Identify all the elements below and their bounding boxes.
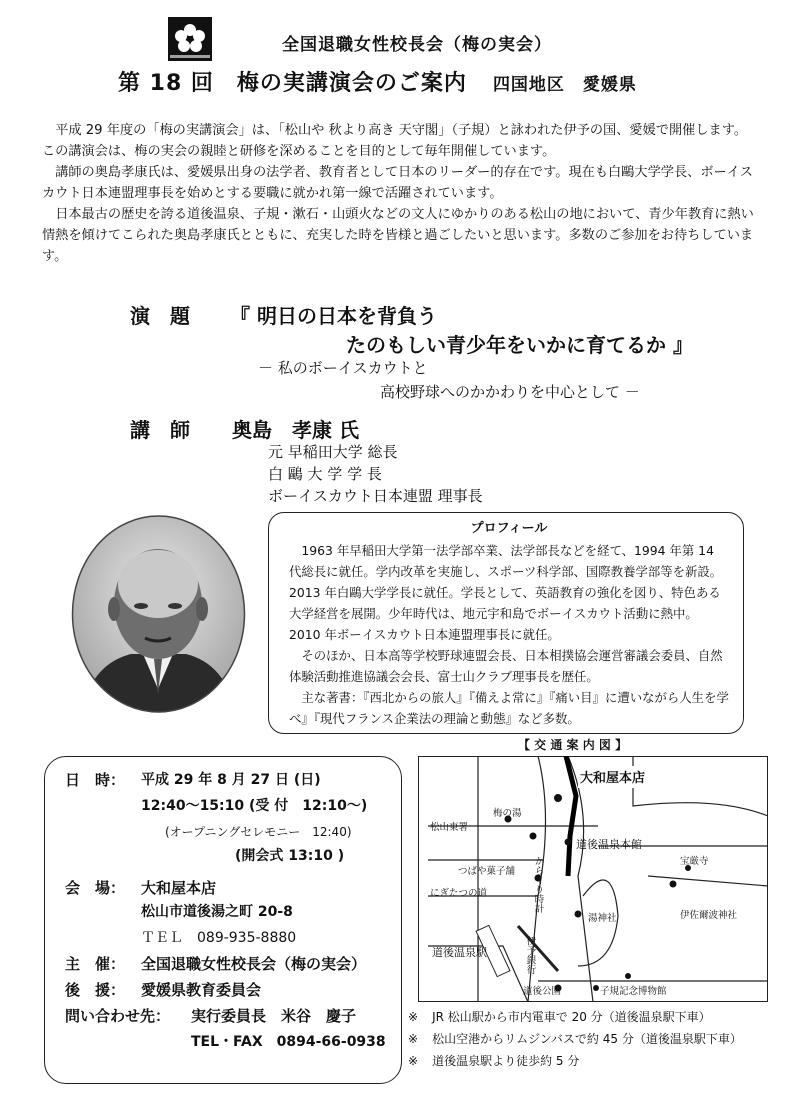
access-note-text: 松山空港からリムジンバスで約 45 分（道後温泉駅下車）	[432, 1032, 742, 1046]
lecturer-titles	[268, 441, 483, 507]
intro-paragraph: 平成 29 年度の「梅の実講演会」は、「松山や 秋より高き 天守閣」（子規）と詠われた伊予の国、愛媛で開催します。この講演会は、梅の実会の親睦と研修を深めることを目的として毎年開催しています。	[42, 123, 748, 159]
access-note	[408, 1030, 742, 1047]
note-mark: ※	[408, 1054, 419, 1068]
access-map	[418, 756, 768, 1002]
intro-paragraph: 講師の奥島孝康氏は、愛媛県出身の法学者、教育者として日本のリーダー的存在です。現在も白鷗大学学長、ボーイスカウト日本連盟理事長を始めとする要職に就かれ第一線で活躍されています。	[42, 165, 753, 201]
opening-time: (開会式 13:10 )	[235, 848, 345, 864]
support-value: 愛媛県教育委員会	[141, 981, 262, 999]
host-value: 全国退職女性校長会（梅の実会）	[141, 955, 367, 973]
page-title	[118, 66, 637, 97]
event-info-box	[44, 756, 402, 1084]
time-value: 12:40～15:10 (受 付 12:10～)	[141, 798, 368, 814]
profile-paragraph: そのほか、日本高等学校野球連盟会長、日本相撲協会運営審議会委員、自然体験活動推進協議会会長、富士山クラブ理事長を歴任。	[289, 648, 723, 684]
note-mark: ※	[408, 1032, 419, 1046]
contact-telfax: TEL・FAX 0894-66-0938	[191, 1034, 386, 1050]
access-note	[408, 1008, 711, 1025]
contact-value: 実行委員長 米谷 慶子	[191, 1007, 357, 1025]
map-label-umenoya: 梅の湯	[493, 808, 522, 819]
venue-name: 大和屋本店	[141, 879, 217, 897]
lecturer-name: 奥島 孝康 氏	[232, 418, 359, 442]
venue-label: 会 場：	[65, 879, 126, 897]
profile-heading: プロフィール	[470, 521, 548, 536]
map-label-dogo-station: 道後温泉駅	[432, 946, 487, 959]
map-label-hogonji: 宝厳寺	[680, 856, 709, 867]
profile-paragraph: 主な著書：『西北からの旅人』『備えよ常に』『痛い目』に遭いながら人生を学べ』『現代フランス企業法の理論と動態』など多数。	[289, 690, 729, 726]
topic-label: 演 題	[130, 304, 190, 328]
map-title: 【 交 通 案 内 図 】	[518, 738, 628, 752]
map-label-dogo-park: 道後公園	[523, 986, 562, 997]
access-note-text: 道後温泉駅より徒歩約 5 分	[432, 1054, 580, 1068]
topic-line-2: たのもしい青少年をいかに育てるか 』	[346, 333, 693, 357]
ume-logo	[168, 17, 212, 61]
lecturer-title: 元 早稲田大学 総長	[268, 443, 398, 461]
support-label: 後 援：	[65, 981, 126, 999]
host-label: 主 催：	[65, 955, 126, 973]
profile-box	[268, 512, 744, 734]
date-value: 平成 29 年 8 月 27 日 (日)	[141, 772, 321, 788]
map-label-tsubakiya: つばや菓子舗	[458, 866, 516, 877]
map-label-yu-shrine: 湯神社	[588, 913, 617, 924]
topic-line-1: 『 明日の日本を背負う	[230, 304, 437, 328]
intro-text	[42, 120, 760, 267]
map-label-karakuri: からくり時計	[532, 856, 544, 913]
access-note	[408, 1052, 579, 1069]
map-label-hotel: 大和屋本店	[580, 771, 646, 786]
lecturer-label: 講 師	[130, 418, 190, 442]
lecturer-title: ボーイスカウト日本連盟 理事長	[268, 487, 483, 505]
date-label: 日 時：	[65, 771, 126, 789]
map-label-iyo-bank: 伊予銀行	[524, 936, 536, 974]
subtitle-line-1: － 私のボーイスカウトと	[258, 359, 428, 377]
map-label-nigitatsu: にぎたつの道	[430, 888, 488, 899]
region-text: 四国地区 愛媛県	[492, 75, 637, 95]
map-label-shiki-museum: 子規記念博物館	[600, 986, 667, 997]
note-mark: ※	[408, 1010, 419, 1024]
subtitle-line-2: 高校野球へのかかわりを中心として －	[380, 383, 640, 401]
map-label-isaniwa: 伊佐爾波神社	[680, 910, 738, 921]
venue-tel: ＴＥＬ 089-935-8880	[141, 930, 297, 946]
intro-paragraph: 日本最古の歴史を誇る道後温泉、子規・漱石・山頭火などの文人にゆかりのある松山の地において、青少年教育に熱い情熱を傾けてこられた奥島孝康氏とともに、充実した時を皆様と過ごしたいと思います。多数のご参加をお待ちしています。	[42, 207, 754, 264]
lecturer-portrait	[71, 514, 246, 714]
venue-address: 松山市道後湯之町 20-8	[141, 904, 293, 920]
access-note-text: JR 松山駅から市内電車で 20 分（道後温泉駅下車）	[432, 1010, 711, 1024]
map-label-dogo-honkan: 道後温泉本館	[576, 838, 642, 851]
lecturer-title: 白 鷗 大 学 学 長	[268, 465, 382, 483]
contact-label: 問い合わせ先：	[65, 1007, 171, 1025]
org-name: 全国退職女性校長会（梅の実会）	[282, 35, 552, 55]
map-label-police: 松山東署	[430, 822, 469, 833]
opening-ceremony: (オープニングセレモニー 12:40)	[165, 825, 352, 839]
title-text: 第 18 回 梅の実講演会のご案内	[118, 71, 467, 96]
profile-paragraph: 1963 年早稲田大学第一法学部卒業、法学部長などを経て、1994 年第 14 代総長に就任。学内改革を実施し、スポーツ科学部、国際教養学部等を新設。2013 年白鷗大学学長に就任。学長として、英語教育の強化を図り、特色ある大学経営を展開。少年時代は、地元宇和島でボーイスカウト活動に熱中。2010 年ボーイスカウト日本連盟理事長に就任。	[289, 543, 723, 642]
